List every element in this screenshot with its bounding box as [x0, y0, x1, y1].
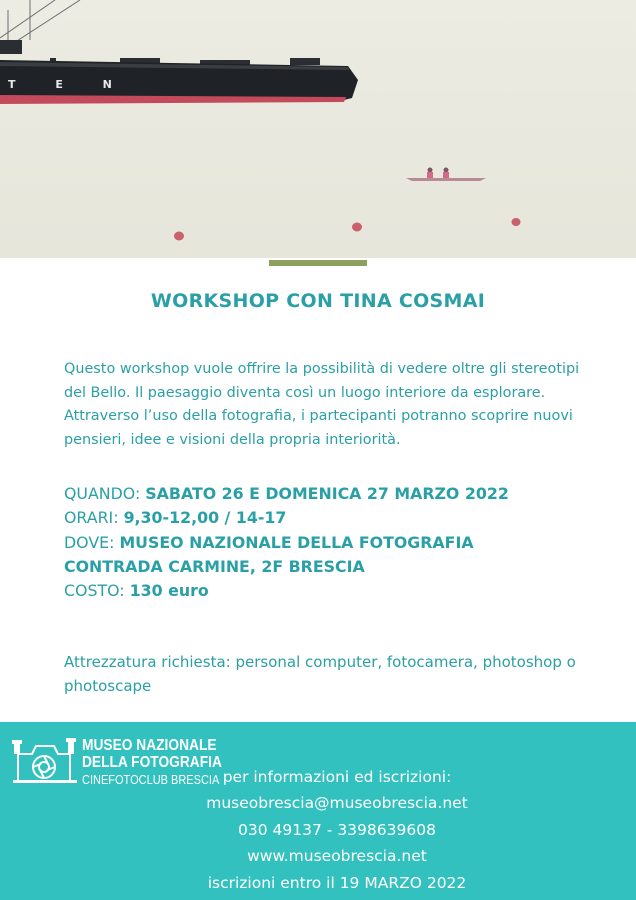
registration-deadline: iscrizioni entro il 19 MARZO 2022: [207, 873, 467, 892]
email-link[interactable]: museobrescia@museobrescia.net: [206, 794, 468, 813]
camera-logo-icon: [12, 736, 78, 786]
logo-name-line3: CINEFOTOCLUB BRESCIA: [82, 773, 220, 787]
where-label: DOVE:: [64, 532, 120, 552]
cost-value: 130 euro: [129, 581, 209, 601]
phone-numbers: 030 49137 - 3398639608: [238, 820, 436, 839]
where-value-line2: CONTRADA CARMINE, 2F BRESCIA: [64, 556, 365, 576]
when-value: SABATO 26 E DOMENICA 27 MARZO 2022: [145, 484, 509, 503]
equipment-text: Attrezzatura richiesta: personal computer, fotocamera, photoshop o photoscape: [64, 653, 576, 695]
when-label: QUANDO:: [64, 484, 146, 503]
cost-label: COSTO:: [64, 581, 130, 601]
contact-block: [170, 764, 504, 896]
footer: [0, 722, 636, 900]
where-value-line1: MUSEO NAZIONALE DELLA FOTOGRAFIA: [119, 532, 474, 552]
hours-label: ORARI:: [64, 508, 124, 528]
where-row-2: [64, 555, 624, 579]
hours-row: [64, 506, 624, 530]
hours-value: 9,30-12,00 / 14-17: [123, 508, 287, 528]
header-photo: [0, 0, 636, 258]
logo-name-line2: DELLA FOTOGRAFIA: [82, 754, 222, 771]
page-title: WORKSHOP CON TINA COSMAI: [150, 290, 486, 312]
kayak-figure: [406, 168, 486, 182]
when-row: [64, 482, 624, 506]
where-row: [64, 531, 624, 555]
ship-seascape-image: [0, 0, 636, 258]
info-heading: per informazioni ed iscrizioni:: [222, 768, 452, 786]
accent-divider: [269, 260, 367, 266]
ship-lettering: T E N: [8, 78, 130, 91]
workshop-description: Questo workshop vuole offrire la possibilità di vedere oltre gli stereotipi del Bello. Il paesaggio diventa così un luogo interiore da esplorare. Attraverso l’uso della fotografia, i partecipanti potranno scoprire nuovi pensieri, idee e visioni della propria interiorità.: [64, 361, 580, 449]
workshop-details: [64, 482, 624, 603]
cost-row: [64, 579, 624, 603]
website-link[interactable]: www.museobrescia.net: [247, 847, 427, 866]
logo-name-line1: MUSEO NAZIONALE: [82, 737, 217, 754]
